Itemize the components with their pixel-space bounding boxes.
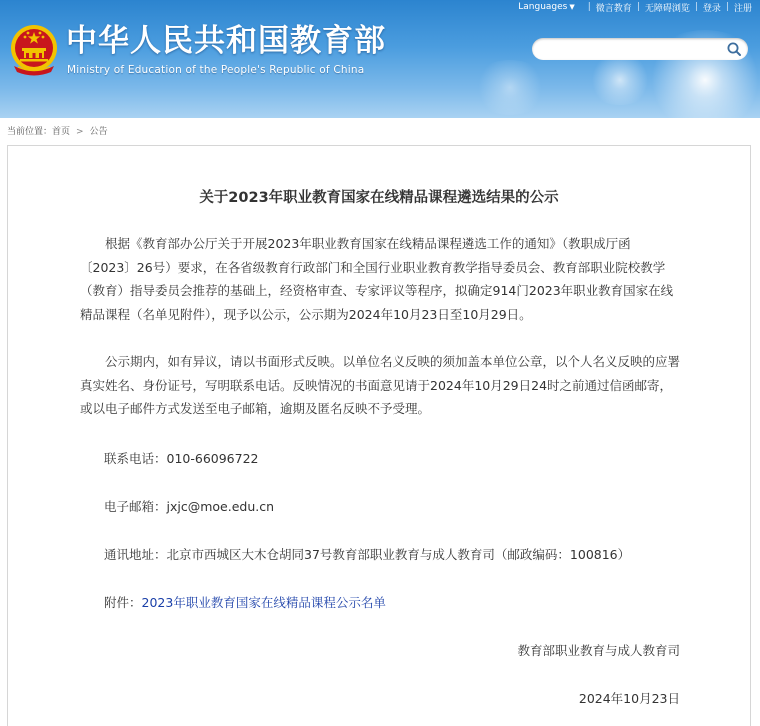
- attachment-line: [104, 593, 386, 613]
- search-box: [532, 38, 748, 60]
- top-navigation: [518, 0, 752, 14]
- article-signature: 教育部职业教育与成人教育司: [517, 643, 680, 658]
- login-link[interactable]: 登录: [702, 3, 721, 14]
- languages-link[interactable]: Languages: [518, 2, 568, 12]
- national-emblem-icon[interactable]: [8, 22, 60, 78]
- article-container: [7, 145, 751, 726]
- breadcrumb-label: 当前位置：: [7, 127, 53, 137]
- contact-address: 通讯地址：北京市西城区大木仓胡同37号教育部职业教育与成人教育司（邮政编码：100816）: [104, 547, 631, 562]
- divider: |: [694, 2, 698, 12]
- site-header: [0, 0, 760, 118]
- attachment-link[interactable]: 2023年职业教育国家在线精品课程公示名单: [141, 595, 386, 610]
- contact-email: 电子邮箱：jxjc@moe.edu.cn: [104, 499, 275, 514]
- article-date: 2024年10月23日: [578, 691, 680, 706]
- attachment-label: 附件：: [104, 595, 142, 610]
- site-title[interactable]: 中华人民共和国教育部: [66, 23, 386, 59]
- breadcrumb-home-link[interactable]: 首页: [52, 127, 71, 137]
- divider: |: [725, 2, 729, 12]
- decorative-light-burst: [470, 60, 550, 115]
- article-paragraph: 根据《教育部办公厅关于开展2023年职业教育国家在线精品课程遴选工作的通知》（教职成厅函〔2023〕26号）要求，在各省级教育行政部门和全国行业职业教育教学指导委员会、教育部职业院校教学（教育）指导委员会推荐的基础上，经资格审查、专家评议等程序，拟确定914门2023年职业教育国家在线精品课程（名单见附件），现予以公示，公示期为2024年10月23日至10月29日。: [80, 236, 674, 322]
- search-input[interactable]: [542, 40, 726, 60]
- site-subtitle: Ministry of Education of the People's Republic of China: [67, 64, 365, 76]
- chevron-down-icon[interactable]: ▼: [569, 3, 575, 11]
- divider: |: [636, 2, 640, 12]
- breadcrumb-current[interactable]: 公告: [89, 127, 108, 137]
- breadcrumb: [7, 124, 108, 137]
- article-title: 关于2023年职业教育国家在线精品课程遴选结果的公示: [199, 190, 559, 206]
- weibo-link[interactable]: 微言教育: [595, 3, 632, 14]
- register-link[interactable]: 注册: [733, 3, 752, 14]
- decorative-light-burst: [585, 55, 655, 105]
- accessibility-link[interactable]: 无障碍浏览: [644, 3, 690, 14]
- divider: |: [587, 2, 591, 12]
- breadcrumb-separator: >: [76, 127, 84, 137]
- article-paragraph: 公示期内，如有异议，请以书面形式反映。以单位名义反映的须加盖本单位公章，以个人名义反映的应署真实姓名、身份证号，写明联系电话。反映情况的书面意见请于2024年10月29日24时之前通过信函邮寄，或以电子邮件方式发送至电子邮箱，逾期及匿名反映不予受理。: [80, 354, 681, 416]
- contact-phone: 联系电话：010-66096722: [104, 451, 259, 466]
- search-icon[interactable]: [726, 41, 742, 57]
